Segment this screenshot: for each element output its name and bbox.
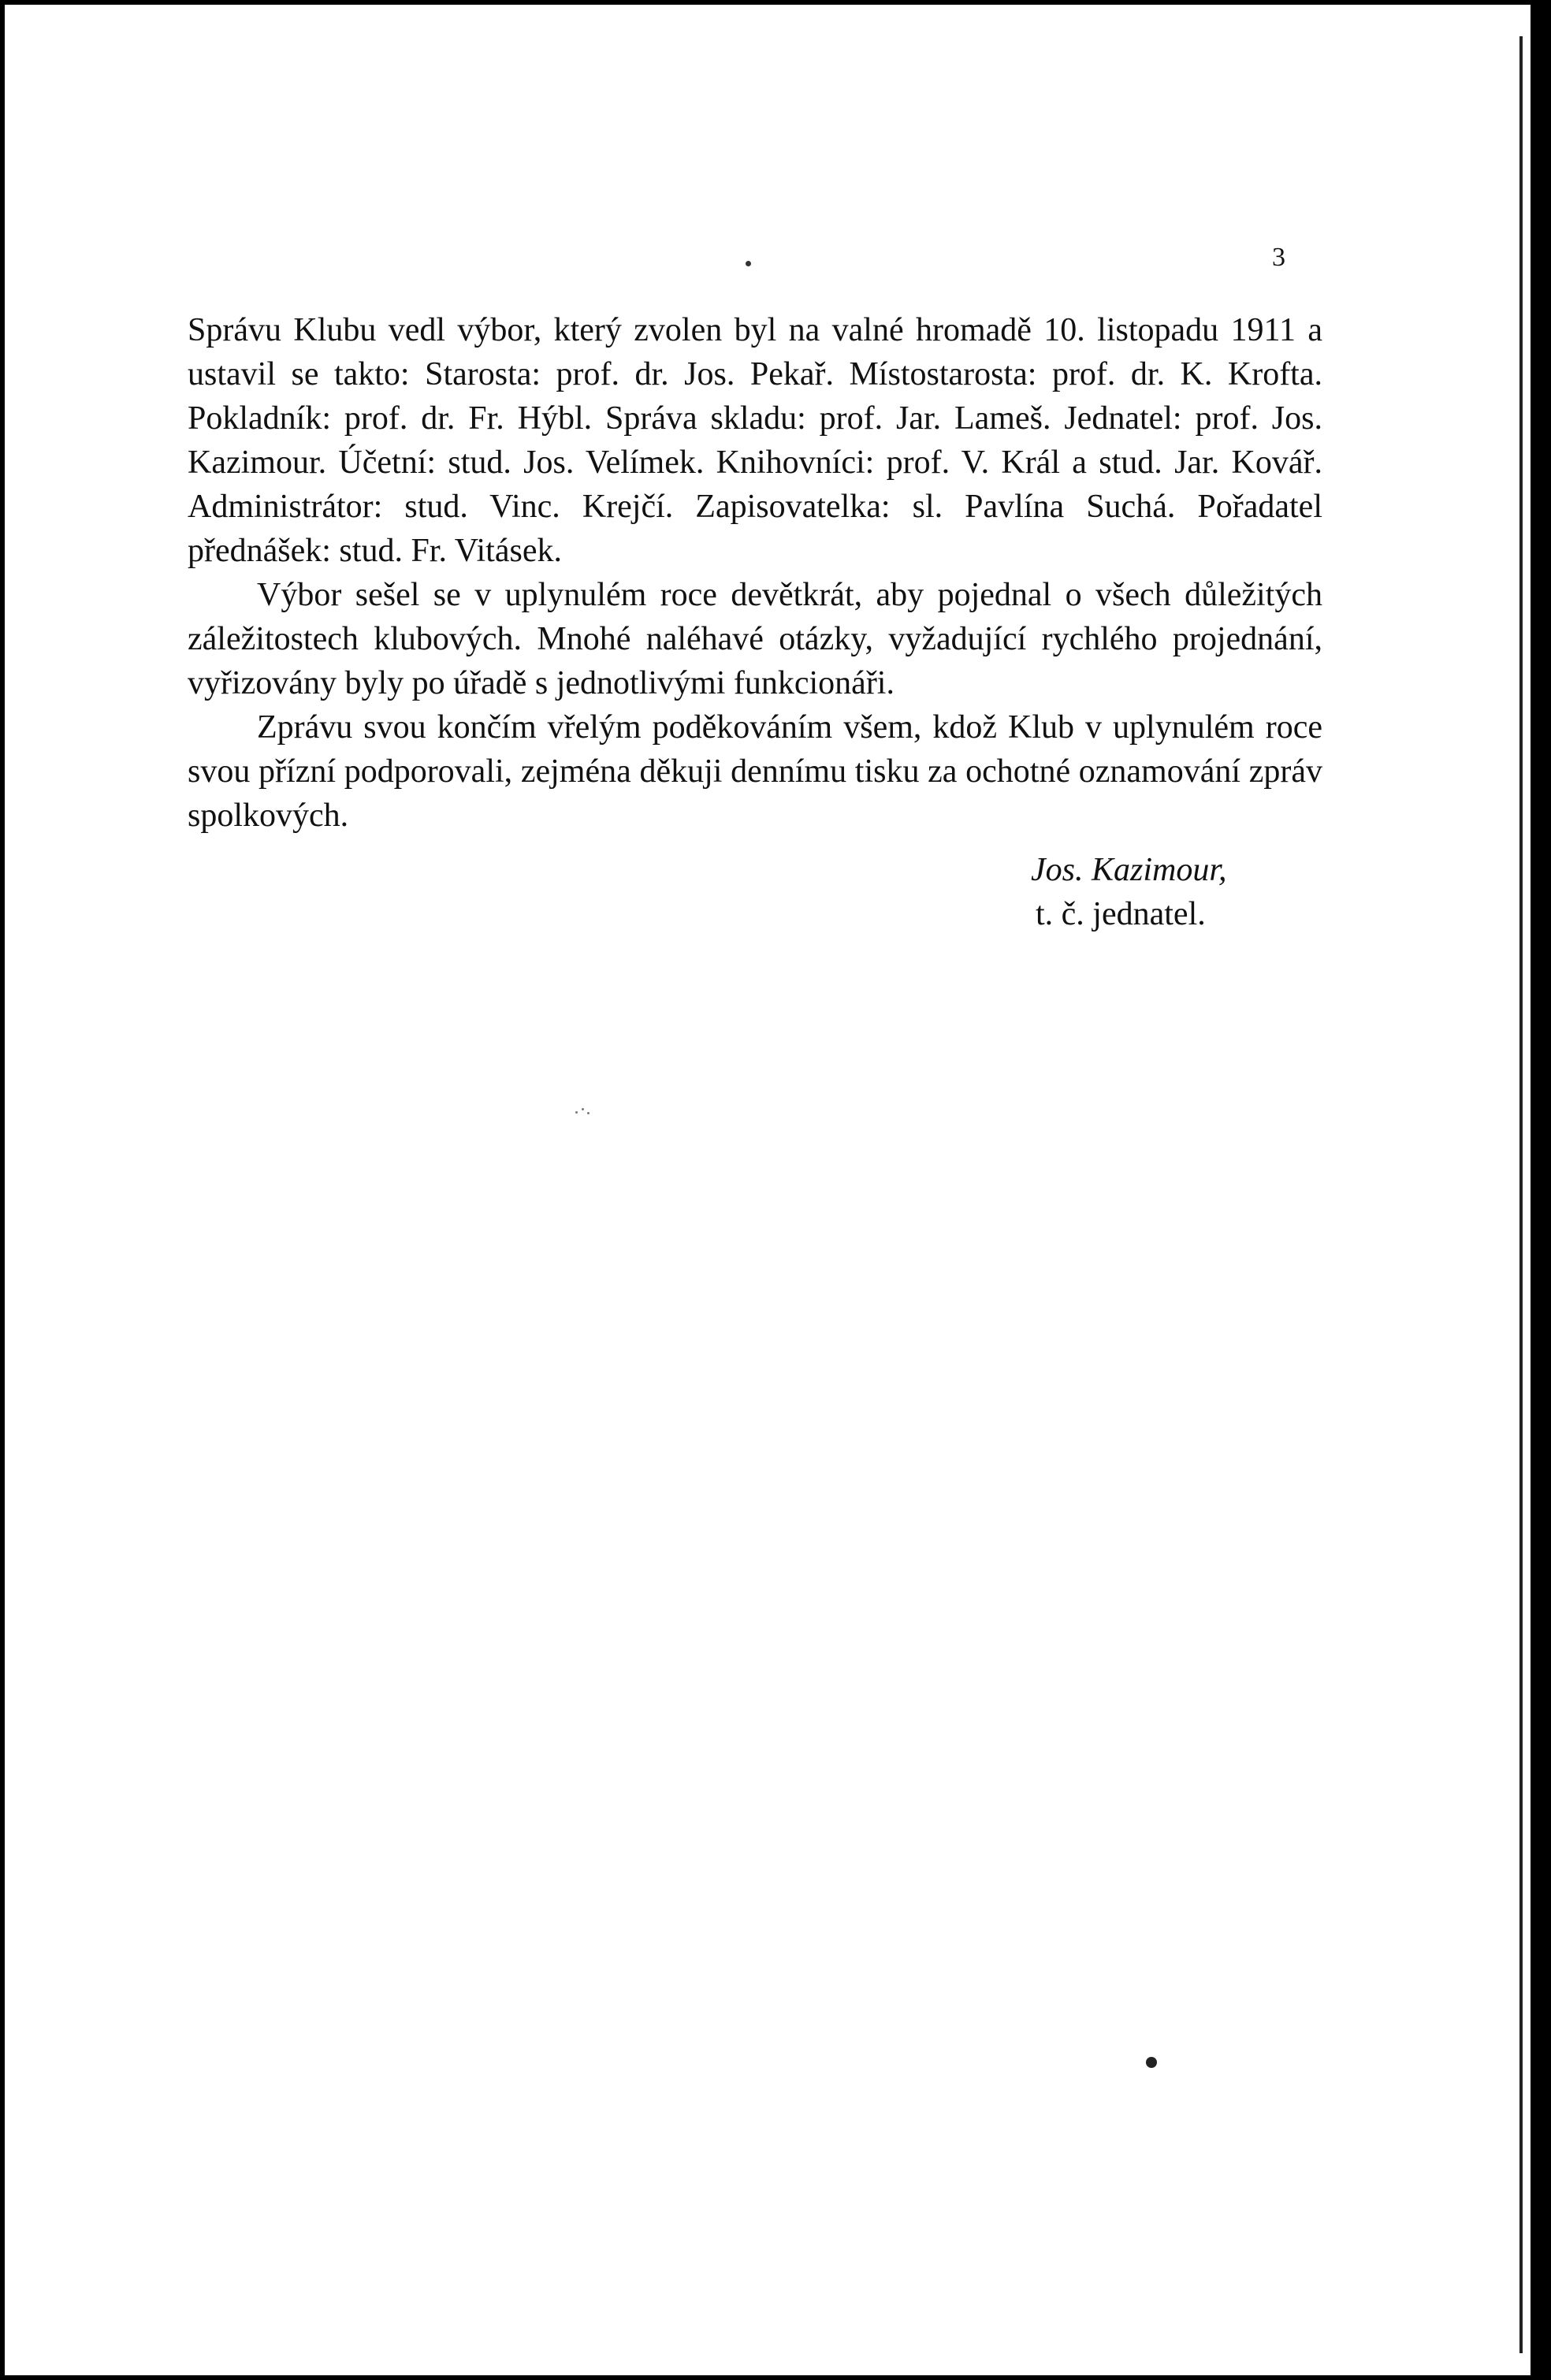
body-text: [188, 308, 1322, 838]
scan-edge-line: [1519, 36, 1523, 2353]
signature-role: t. č. jednatel.: [1036, 896, 1206, 932]
page-number: 3: [1272, 243, 1285, 272]
paragraph-thanks: Zprávu svou končím vřelým poděkováním všem, kdož Klub v uplynulém roce svou přízní podporovali, zejména děkuji dennímu tisku za ochotné oznamování zpráv spolkových.: [188, 709, 1322, 834]
printing-speck: [746, 261, 751, 266]
signature-name: Jos. Kazimour,: [1031, 852, 1227, 888]
paragraph-committee: Správu Klubu vedl výbor, který zvolen byl na valné hromadě 10. listopadu 1911 a ustavil se takto: Starosta: prof. dr. Jos. Pekař. Místostarosta: prof. dr. K. Krofta. Pokladník: prof. dr. Fr. Hýbl. Správa skladu: prof. Jar. Lameš. Jednatel: prof. Jos. Kazimour. Účetní: stud. Jos. Velímek. Knihovníci: prof. V. Král a stud. Jar. Kovář. Administrátor: stud. Vinc. Krejčí. Zapisovatelka: sl. Pavlína Suchá. Pořadatel přednášek: stud. Fr. Vitásek.: [188, 312, 1322, 569]
signature-block: [1031, 848, 1227, 936]
asterisk-mark: [1146, 2057, 1157, 2068]
printing-specks: [575, 1106, 591, 1116]
document-page: [5, 5, 1531, 2375]
paragraph-meetings: Výbor sešel se v uplynulém roce devětkrát, aby pojednal o všech důležitých záležitostech klubových. Mnohé naléhavé otázky, vyžadující rychlého projednání, vyřizovány byly po úřadě s jednotlivými funkcionáři.: [188, 577, 1322, 701]
